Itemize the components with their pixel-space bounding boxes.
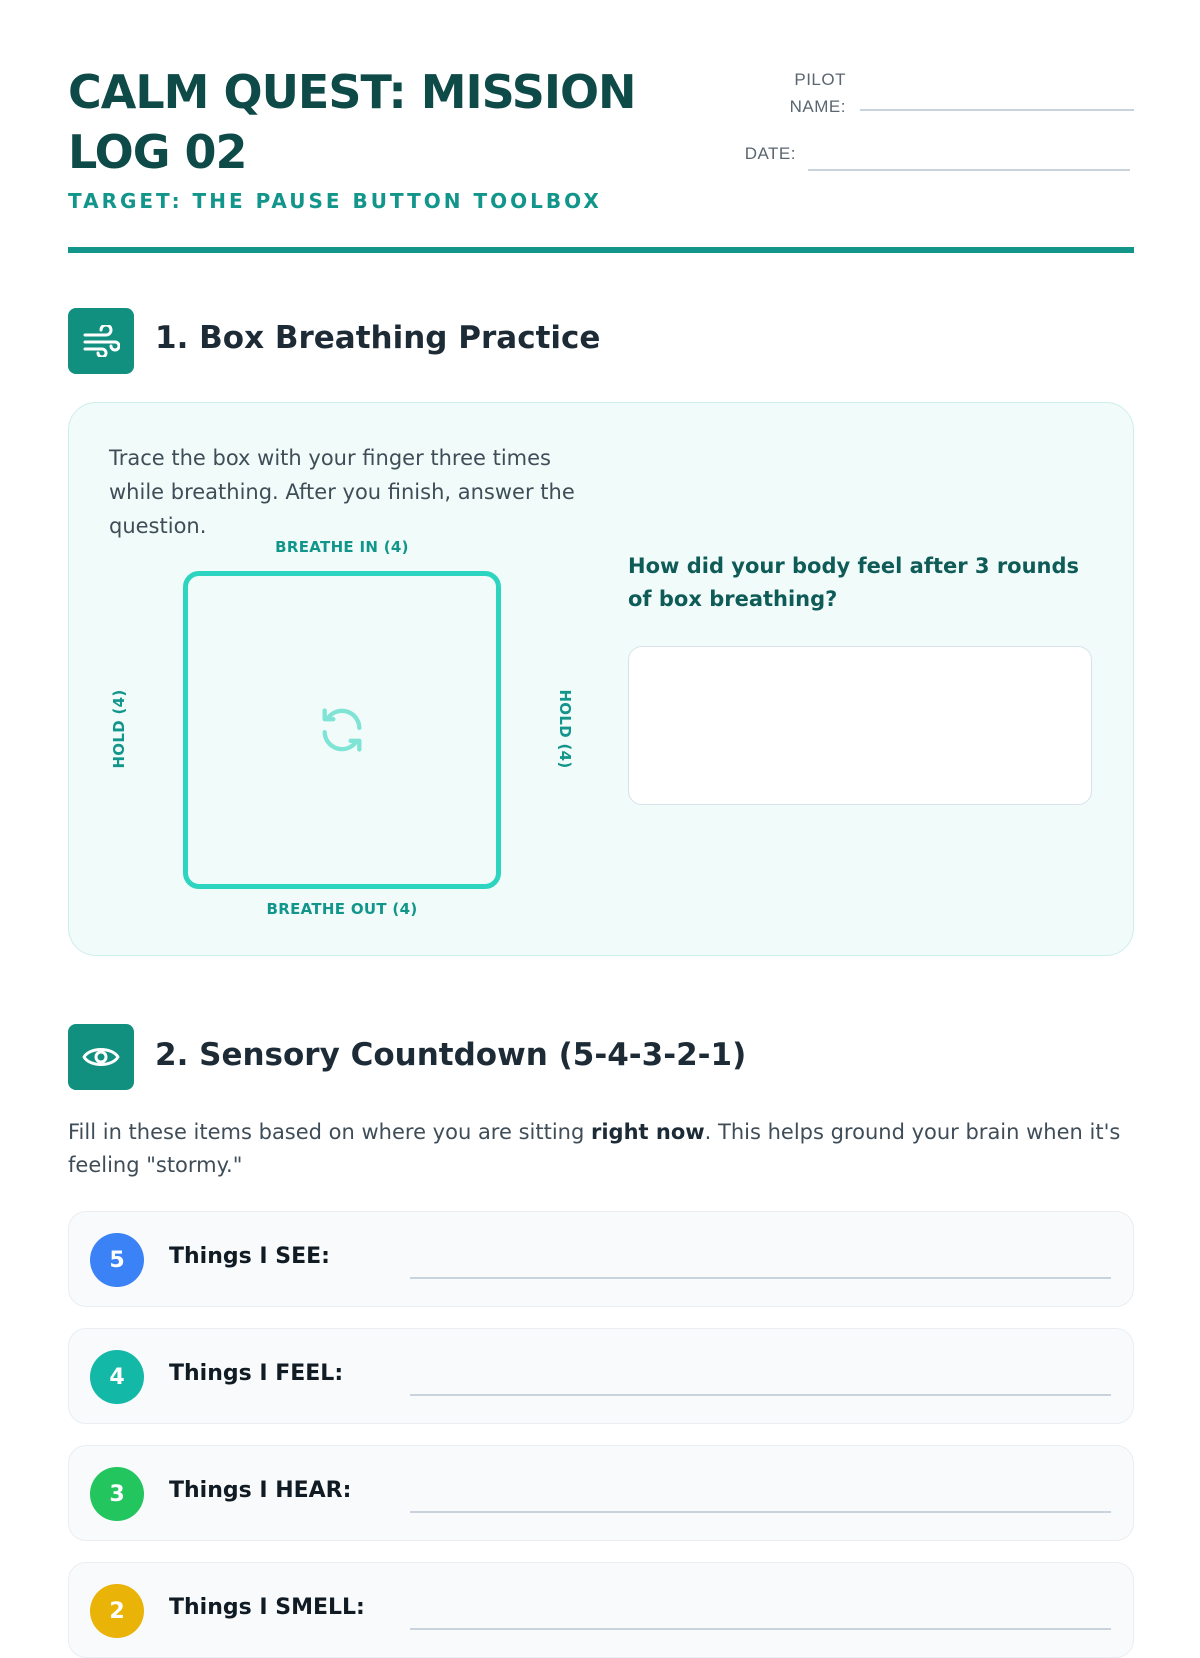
page-title: CALM QUEST: MISSION LOG 02 [68, 65, 636, 179]
count-badge: 2 [90, 1584, 144, 1638]
sensory-label: Things I SMELL: [169, 1595, 365, 1620]
sensory-row-smell [68, 1562, 1134, 1658]
intro-text-end: . This helps ground your brain when it's feeling "stormy." [68, 1120, 1121, 1177]
sensory-row-hear [68, 1445, 1134, 1541]
page-subtitle: TARGET: THE PAUSE BUTTON TOOLBOX [68, 189, 602, 213]
intro-emphasis: right now [590, 1120, 705, 1144]
box-breathing-instructions: Trace the box with your finger three times while breathing. After you finish, answer the question. [109, 446, 575, 538]
sensory-label: Things I SEE: [169, 1244, 330, 1269]
sensory-row-feel [68, 1328, 1134, 1424]
date-label: DATE: [744, 144, 796, 163]
eye-icon [68, 1024, 134, 1090]
reflection-answer-box[interactable] [628, 646, 1092, 805]
reflection-question: How did your body feel after 3 rounds of box breathing? [628, 554, 1080, 611]
hold-left-label: HOLD (4) [110, 689, 128, 769]
sensory-label: Things I FEEL: [169, 1361, 344, 1386]
breathe-in-label: BREATHE IN (4) [275, 538, 409, 556]
sensory-answer-line[interactable] [410, 1628, 1111, 1630]
sensory-label: Things I HEAR: [169, 1478, 352, 1503]
wind-icon [68, 308, 134, 374]
pilot-name-field[interactable] [860, 109, 1134, 111]
breathe-out-label: BREATHE OUT (4) [266, 900, 418, 918]
pilot-name-label [760, 66, 846, 120]
refresh-icon [316, 704, 368, 756]
sensory-row-see [68, 1211, 1134, 1307]
pilot-label-line1: PILOT [794, 70, 846, 89]
header-divider [68, 247, 1134, 253]
sensory-answer-line[interactable] [410, 1277, 1111, 1279]
intro-text-start: Fill in these items based on where you are sitting [68, 1120, 591, 1144]
count-badge: 4 [90, 1350, 144, 1404]
section2-title: 2. Sensory Countdown (5-4-3-2-1) [155, 1037, 747, 1073]
date-field[interactable] [808, 169, 1130, 171]
count-badge: 3 [90, 1467, 144, 1521]
pilot-label-line2: NAME: [789, 97, 846, 116]
section1-title: 1. Box Breathing Practice [155, 320, 601, 356]
sensory-intro [68, 1116, 1148, 1182]
count-badge: 5 [90, 1233, 144, 1287]
hold-right-label: HOLD (4) [556, 689, 574, 769]
sensory-answer-line[interactable] [410, 1511, 1111, 1513]
breathing-box[interactable] [183, 571, 501, 889]
sensory-answer-line[interactable] [410, 1394, 1111, 1396]
